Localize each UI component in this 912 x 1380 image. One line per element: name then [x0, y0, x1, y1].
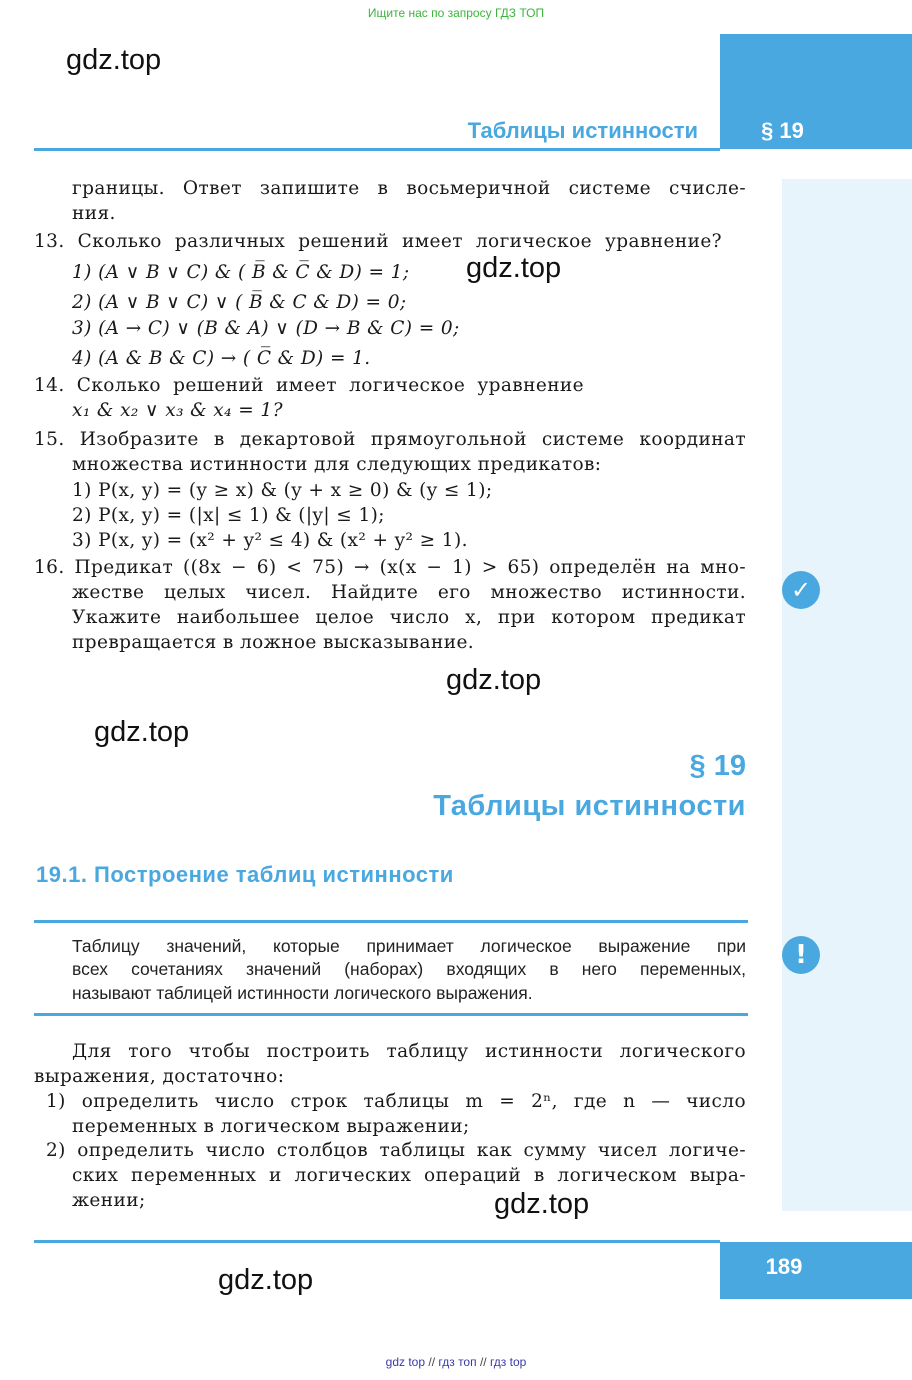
exercise-13-item: 4) (A & B & C) → ( C̅ & D) = 1. [72, 348, 371, 369]
exercise-13-item: 2) (A ∨ B ∨ C) ∨ ( B̅ & C & D) = 0; [72, 292, 407, 313]
definition-text: всех сочетаниях значений (наборах) входящих в него переменных, [72, 959, 746, 979]
page-number: 189 [765, 1254, 803, 1279]
watermark: gdz.top [466, 252, 562, 284]
exercise-15-item: 1) P(x, y) = (y ≥ x) & (y + x ≥ 0) & (y ≤ 1); [72, 480, 493, 501]
watermark: gdz.top [218, 1264, 314, 1296]
exercise-16: превращается в ложное высказывание. [72, 632, 475, 653]
definition-rule-bottom [34, 1013, 748, 1016]
exercise-16: жестве целых чисел. Найдите его множество истинности. [72, 582, 746, 603]
bottom-link[interactable]: gdz top [385, 1355, 426, 1369]
header-paragraph: § 19 [761, 118, 804, 143]
definition-text: называют таблицей истинности логического выражения. [72, 983, 533, 1003]
subsection-title: 19.1. Построение таблиц истинности [36, 862, 454, 887]
exercise-14: 14. Сколько решений имеет логическое уравнение [34, 375, 584, 396]
section-paragraph: § 19 [689, 750, 746, 782]
exercise-text: границы. Ответ запишите в восьмеричной системе счисле- [72, 178, 746, 199]
exercise-15-item: 2) P(x, y) = (|x| ≤ 1) & (|y| ≤ 1); [72, 505, 385, 526]
body-text: Для того чтобы построить таблицу истинности логического [72, 1041, 746, 1062]
exercise-16: 16. Предикат ((8x − 6) < 75) → (x(x − 1) > 65) определён на мно- [34, 557, 746, 578]
exercise-13-item: 3) (A → C) ∨ (B & A) ∨ (D → B & C) = 0; [72, 318, 460, 339]
list-item: 2) определить число столбцов таблицы как сумму чисел логиче- [46, 1140, 746, 1161]
link-separator: // [479, 1355, 487, 1369]
check-icon: ✓ [782, 571, 820, 609]
watermark: gdz.top [446, 664, 542, 696]
exercise-14-formula: x₁ & x₂ ∨ x₃ & x₄ = 1? [72, 400, 283, 421]
exercise-16: Укажите наибольшее целое число x, при котором предикат [72, 607, 746, 628]
top-banner[interactable]: Ищите нас по запросу ГДЗ ТОП [367, 6, 545, 20]
exercise-13-item: 1) (A ∨ B ∨ C) & ( B̅ & C̅ & D) = 1; [72, 262, 410, 283]
list-item: жении; [72, 1190, 146, 1211]
exercise-text: ния. [72, 203, 116, 224]
link-separator: // [428, 1355, 436, 1369]
header-rule [34, 148, 720, 151]
section-title: Таблицы истинности [433, 790, 746, 822]
bottom-link[interactable]: гдз топ [438, 1355, 477, 1369]
header-title: Таблицы истинности [467, 118, 698, 143]
exclamation-icon: ! [782, 936, 820, 974]
footer-rule [34, 1240, 720, 1243]
exercise-15: множества истинности для следующих предикатов: [72, 454, 602, 475]
definition-rule-top [34, 920, 748, 923]
exercise-13: 13. Сколько различных решений имеет логическое уравнение? [34, 231, 722, 252]
bottom-links [0, 1355, 912, 1369]
exercise-15-item: 3) P(x, y) = (x² + y² ≤ 4) & (x² + y² ≥ 1). [72, 530, 468, 551]
exercise-15: 15. Изобразите в декартовой прямоугольной системе координат [34, 429, 746, 450]
bottom-link[interactable]: гдз top [489, 1355, 527, 1369]
watermark: gdz.top [494, 1188, 590, 1220]
list-item: переменных в логическом выражении; [72, 1116, 470, 1137]
margin-strip [782, 179, 912, 1211]
list-item: 1) определить число строк таблицы m = 2ⁿ, где n — число [46, 1091, 746, 1112]
watermark: gdz.top [94, 716, 190, 748]
body-text: выражения, достаточно: [34, 1066, 285, 1087]
definition-text: Таблицу значений, которые принимает логическое выражение при [72, 936, 746, 956]
list-item: ских переменных и логических операций в логическом выра- [72, 1165, 746, 1186]
watermark: gdz.top [66, 44, 162, 76]
